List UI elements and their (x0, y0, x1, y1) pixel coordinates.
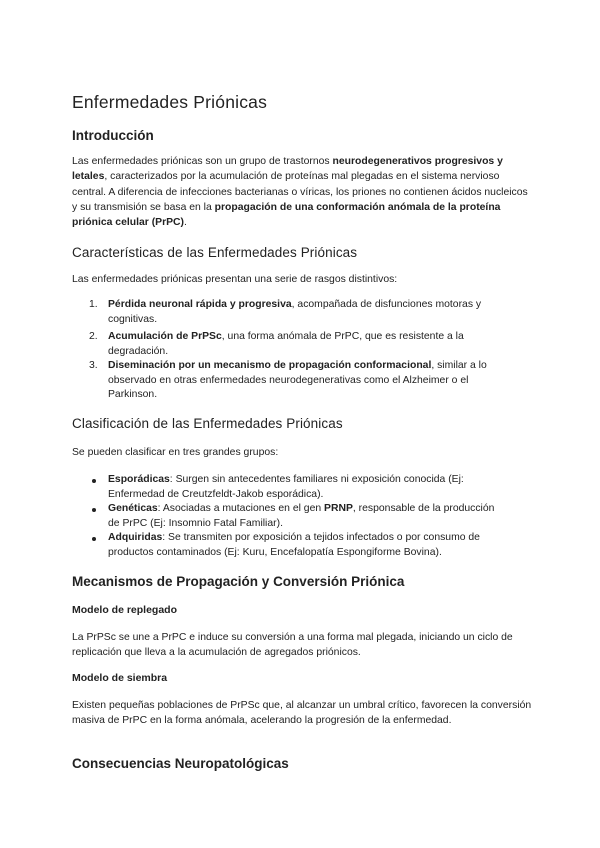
bullet-icon (92, 508, 96, 512)
section-heading-consequences: Consecuencias Neuropatológicas (72, 756, 289, 771)
section-heading-intro: Introducción (72, 128, 154, 143)
bullet-icon (92, 537, 96, 541)
section-heading-classification: Clasificación de las Enfermedades Priónicas (72, 416, 343, 431)
replegado-paragraph: La PrPSc se une a PrPC e induce su conversión a una forma mal plegada, iniciando un ciclo de replicación que lleva a la acumulación de agregados priónicos. (72, 632, 513, 659)
bullet-icon (92, 479, 96, 483)
section-heading-features: Características de las Enfermedades Priónicas (72, 245, 358, 260)
features-lead: Las enfermedades priónicas presentan una serie de rasgos distintivos: (72, 274, 398, 285)
intro-paragraph: Las enfermedades priónicas son un grupo de trastornos neurodegenerativos progresivos y letales, caracterizados por la acumulación de proteínas mal plegadas en el sistema nervioso central. A diferencia de infecciones bacterianas o víricas, los priones no contienen ácidos nucleicos y su transmisión se basa en la propagación de una conformación anómala de la proteína priónica celular (PrPC). (72, 156, 528, 229)
subheading-siembra: Modelo de siembra (72, 672, 168, 684)
document-page: Enfermedades Priónicas Introducción Las enfermedades priónicas son un grupo de trastornos neurodegenerativos progresivos y letales, caracterizados por la acumulación de proteínas mal plegadas en el sistema nervioso central. A diferencia de infecciones bacterianas o víricas, los priones no contienen ácidos nucleicos y su transmisión se basa en la propagación de una conformación anómala de la proteína priónica celular (PrPC). Características de las Enfermedades Priónicas Las enfermedades priónicas presentan una serie de rasgos distintivos: 1. Pérdida neuronal rápida y progresiva, acompañada de disfunciones motoras y cognitivas. 2. Acumulación de PrPSc, una forma anómala de PrPC, que es resistente a la degradación. 3. Diseminación por un mecanismo de propagación conformacional, similar a lo observado en otras enfermedades neurodegenerativas como el Alzheimer o el Parkinson. Clasificación de las Enfermedades Priónicas Se pueden clasificar en tres grandes grupos: Esporádicas: Surgen sin antecedentes familiares ni exposición conocida (Ej: Enfermedad de Creutzfeldt-Jakob esporádica). Genéticas: Asociadas a mutaciones en el gen PRNP, responsable de la producción de PrPC (Ej: Insomnio Fatal Familiar). Adquiridas: Se transmiten por exposición a tejidos infectados o por consumo de productos contaminados (Ej: Kuru, Encefalopatía Espongiforme Bovina). Mecanismos de Propagación y Conversión Priónica Modelo de replegado La PrPSc se une a PrPC e induce su conversión a una forma mal plegada, iniciando un ciclo de replicación que lleva a la acumulación de agregados priónicos. Modelo de siembra Existen pequeñas poblaciones de PrPSc que, al alcanzar un umbral crítico, favorecen la conversión masiva de PrPC en la forma anómala, acelerando la progresión de la enfermedad. Consecuencias Neuropatológicas (72, 92, 532, 771)
subheading-replegado: Modelo de replegado (72, 604, 178, 616)
siembra-paragraph: Existen pequeñas poblaciones de PrPSc que, al alcanzar un umbral crítico, favorecen la conversión masiva de PrPC en la forma anómala, acelerando la progresión de la enfermedad. (72, 700, 532, 727)
classification-lead: Se pueden clasificar en tres grandes grupos: (72, 447, 279, 458)
section-heading-mechanisms: Mecanismos de Propagación y Conversión Priónica (72, 574, 405, 589)
document-title: Enfermedades Priónicas (72, 92, 268, 112)
